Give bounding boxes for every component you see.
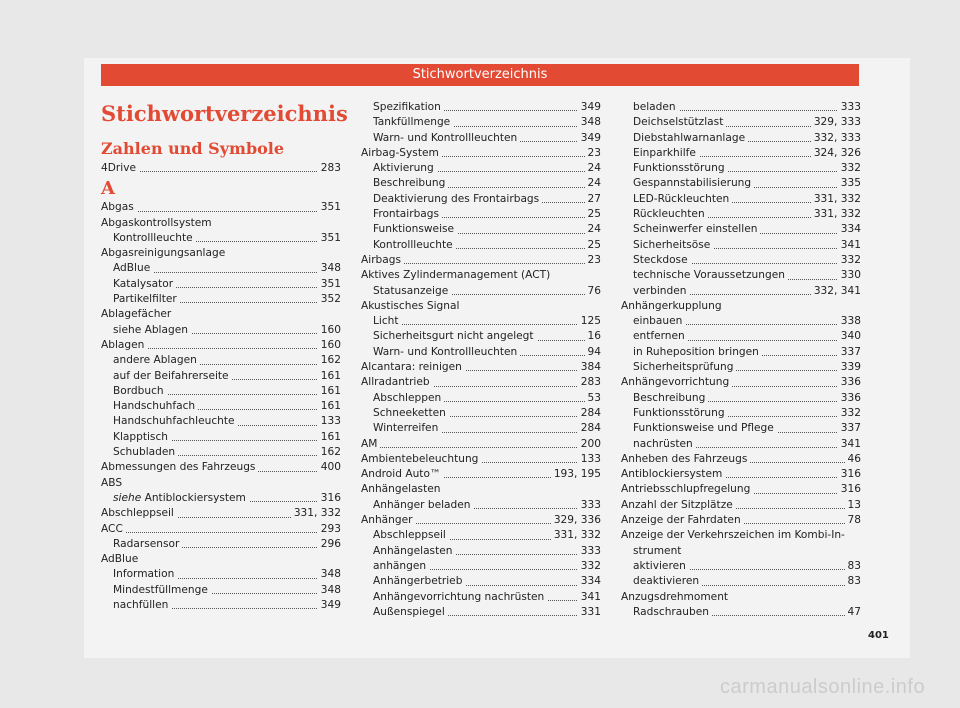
index-entry-label: anhängen	[373, 560, 429, 572]
index-entry-label: Rückleuchten	[633, 208, 708, 220]
index-entry	[361, 452, 601, 467]
index-entry	[101, 506, 341, 521]
index-entry-label: Anhängevorrichtung	[621, 376, 732, 388]
index-entry	[361, 467, 601, 482]
index-entry-label: Gespannstabilisierung	[633, 177, 754, 189]
index-entry-page: 348	[578, 115, 601, 130]
index-entry-page: 133	[578, 452, 601, 467]
index-entry-page: 46	[845, 452, 861, 467]
index-entry-label: Anzeige der Verkehrszeichen im Kombi-In-	[621, 529, 848, 541]
index-entry	[621, 498, 861, 513]
index-entry	[101, 161, 341, 176]
index-entry-page: 283	[578, 375, 601, 390]
index-entry-page: 23	[585, 253, 601, 268]
index-heading	[101, 476, 341, 491]
index-entry	[101, 430, 341, 445]
index-entry-page: 161	[318, 399, 341, 414]
index-entry-label: nachfüllen	[113, 599, 171, 611]
index-entry-label: Anhängelasten	[373, 545, 455, 557]
index-entry-page: 161	[318, 369, 341, 384]
index-entry	[101, 200, 341, 215]
index-entry-label: Airbags	[361, 254, 404, 266]
index-entry-page: 24	[585, 176, 601, 191]
index-entry	[361, 498, 601, 513]
index-entry-label: Scheinwerfer einstellen	[633, 223, 760, 235]
index-entry-page: 133	[318, 414, 341, 429]
index-heading	[361, 299, 601, 314]
index-entry	[621, 146, 861, 161]
index-entry	[101, 369, 341, 384]
index-entry-page: 341	[838, 437, 861, 452]
index-entry-page: 333	[578, 498, 601, 513]
index-entry-page: 25	[585, 238, 601, 253]
index-entry-page: 24	[585, 222, 601, 237]
index-entry	[361, 345, 601, 360]
index-entry-page: 329, 336	[551, 513, 601, 528]
index-entry-label: Airbag-System	[361, 147, 442, 159]
index-entry-label: Antiblockiersystem	[621, 468, 725, 480]
index-entry	[361, 528, 601, 543]
index-heading	[621, 590, 861, 605]
index-entry-label: Radarsensor	[113, 538, 182, 550]
index-entry-label: Partikelfilter	[113, 293, 180, 305]
index-entry-page: 16	[585, 329, 601, 344]
index-entry-page: 334	[578, 574, 601, 589]
index-entry-label: Deaktivierung des Frontairbags	[373, 193, 542, 205]
index-entry	[621, 345, 861, 360]
index-entry-label: Licht	[373, 315, 402, 327]
index-entry-label: Einparkhilfe	[633, 147, 699, 159]
index-entry	[361, 161, 601, 176]
index-entry-label: Ablagen	[101, 339, 147, 351]
index-entry	[101, 460, 341, 475]
index-entry-label: Android Auto™	[361, 468, 444, 480]
index-entry-page: 349	[578, 131, 601, 146]
index-heading	[621, 299, 861, 314]
index-entry-page: 316	[318, 491, 341, 506]
index-entry-label: Abgaskontrollsystem	[101, 217, 215, 229]
index-entry-page: 125	[578, 314, 601, 329]
index-entry-label: Abgas	[101, 201, 137, 213]
index-entry	[101, 583, 341, 598]
index-entry	[621, 253, 861, 268]
index-entry-label: in Ruheposition bringen	[633, 346, 762, 358]
index-column-1	[101, 161, 341, 613]
index-entry-label: Mindestfüllmenge	[113, 584, 211, 596]
index-entry-page: 332	[578, 559, 601, 574]
index-entry-label: aktivieren	[633, 560, 689, 572]
index-entry-label: siehe Antiblockiersystem	[113, 492, 249, 504]
index-entry	[361, 284, 601, 299]
index-entry-label: Anheben des Fahrzeugs	[621, 453, 750, 465]
index-entry-page: 348	[318, 583, 341, 598]
index-entry	[361, 115, 601, 130]
index-entry-page: 336	[838, 375, 861, 390]
index-entry	[361, 559, 601, 574]
index-entry	[361, 207, 601, 222]
index-entry-page: 334	[838, 222, 861, 237]
index-entry-page: 335	[838, 176, 861, 191]
index-entry-label: Radschrauben	[633, 606, 712, 618]
index-entry-label: Schneeketten	[373, 407, 449, 419]
index-entry	[101, 491, 341, 506]
index-entry-label: Kontrollleuchte	[373, 239, 456, 251]
index-entry	[621, 131, 861, 146]
index-entry	[361, 131, 601, 146]
index-heading	[101, 216, 341, 231]
index-entry-label: Bordbuch	[113, 385, 167, 397]
index-entry-page: 193, 195	[551, 467, 601, 482]
index-entry-label: Akustisches Signal	[361, 300, 462, 312]
index-entry-label: nachrüsten	[633, 438, 696, 450]
index-entry-page: 331, 332	[811, 207, 861, 222]
index-entry-page: 161	[318, 430, 341, 445]
index-entry-label: Anhängelasten	[361, 483, 443, 495]
index-entry	[101, 567, 341, 582]
index-entry	[621, 605, 861, 620]
index-entry-label: Handschuhfachleuchte	[113, 415, 238, 427]
index-entry	[361, 391, 601, 406]
index-entry-page: 94	[585, 345, 601, 360]
dot-leader	[373, 324, 601, 325]
index-heading	[361, 482, 601, 497]
index-entry-page: 13	[845, 498, 861, 513]
index-entry-label: Katalysator	[113, 278, 176, 290]
index-entry-page: 351	[318, 231, 341, 246]
index-entry	[101, 353, 341, 368]
index-entry-label: Anhängerkupplung	[621, 300, 725, 312]
index-entry-label: Alcantara: reinigen	[361, 361, 465, 373]
index-entry-page: 78	[845, 513, 861, 528]
index-entry-page: 351	[318, 277, 341, 292]
index-entry-page: 284	[578, 421, 601, 436]
index-entry-page: 324, 326	[811, 146, 861, 161]
index-entry	[621, 192, 861, 207]
page-title: Stichwortverzeichnis	[101, 101, 348, 126]
index-entry-label: Abschleppseil	[101, 507, 177, 519]
index-entry-label: Aktives Zylindermanagement (ACT)	[361, 269, 553, 281]
index-entry-label: Kontrollleuchte	[113, 232, 196, 244]
index-entry-label: ACC	[101, 523, 126, 535]
dot-leader	[361, 447, 601, 448]
index-entry	[621, 238, 861, 253]
index-entry	[621, 574, 861, 589]
index-entry	[621, 314, 861, 329]
index-entry-label: Antriebsschlupfregelung	[621, 483, 753, 495]
index-column-3	[621, 100, 861, 620]
index-entry-label: Funktionsweise und Pflege	[633, 422, 777, 434]
index-entry	[361, 437, 601, 452]
index-entry	[361, 605, 601, 620]
index-entry	[361, 406, 601, 421]
index-entry-label: Warn- und Kontrollleuchten	[373, 132, 520, 144]
index-entry	[361, 253, 601, 268]
index-entry-label: Handschuhfach	[113, 400, 198, 412]
index-entry-label: entfernen	[633, 330, 688, 342]
index-entry-page: 23	[585, 146, 601, 161]
index-entry-page: 341	[578, 590, 601, 605]
index-entry-label: deaktivieren	[633, 575, 702, 587]
index-entry-page: 296	[318, 537, 341, 552]
watermark: carmanualsonline.info	[720, 676, 926, 698]
index-entry-label: Anzugsdrehmoment	[621, 591, 731, 603]
index-entry	[361, 513, 601, 528]
index-entry-label: AdBlue	[113, 262, 153, 274]
index-entry-page: 332, 333	[811, 131, 861, 146]
index-entry	[101, 522, 341, 537]
index-entry-label: Beschreibung	[633, 392, 708, 404]
index-entry-label: Funktionsstörung	[633, 162, 728, 174]
index-entry	[361, 238, 601, 253]
index-entry-label: Funktionsstörung	[633, 407, 728, 419]
index-entry-page: 336	[838, 391, 861, 406]
index-entry	[621, 268, 861, 283]
index-entry-page: 332	[838, 406, 861, 421]
index-entry-page: 337	[838, 345, 861, 360]
index-entry	[361, 329, 601, 344]
index-letter-heading: A	[101, 178, 115, 200]
index-entry-label: Anzahl der Sitzplätze	[621, 499, 736, 511]
index-entry-label: Sicherheitsöse	[633, 239, 713, 251]
index-entry	[101, 323, 341, 338]
index-entry-label: andere Ablagen	[113, 354, 200, 366]
index-entry-label: Aktivierung	[373, 162, 437, 174]
page-number: 401	[868, 630, 889, 641]
index-entry	[621, 559, 861, 574]
index-entry-page: 283	[318, 161, 341, 176]
index-entry	[361, 192, 601, 207]
index-entry-page: 338	[838, 314, 861, 329]
index-entry-label: 4Drive	[101, 162, 139, 174]
index-entry-page: 332	[838, 161, 861, 176]
index-entry-page: 316	[838, 467, 861, 482]
section-subtitle: Zahlen und Symbole	[101, 139, 285, 158]
index-entry	[101, 261, 341, 276]
index-entry-page: 200	[578, 437, 601, 452]
index-heading	[101, 552, 341, 567]
index-entry	[361, 574, 601, 589]
index-entry	[621, 482, 861, 497]
index-entry-label: Ambientebeleuchtung	[361, 453, 481, 465]
index-entry-label: Sicherheitsprüfung	[633, 361, 736, 373]
index-entry-page: 47	[845, 605, 861, 620]
index-entry-label: LED-Rückleuchten	[633, 193, 732, 205]
section-header-bar: Stichwortverzeichnis	[101, 64, 859, 86]
index-entry-label: Tankfüllmenge	[373, 116, 453, 128]
index-entry-label: Außenspiegel	[373, 606, 448, 618]
index-entry-page: 333	[578, 544, 601, 559]
index-entry	[621, 360, 861, 375]
index-entry-page: 24	[585, 161, 601, 176]
index-entry-page: 162	[318, 353, 341, 368]
index-entry-page: 160	[318, 323, 341, 338]
index-entry-page: 400	[318, 460, 341, 475]
index-entry-page: 348	[318, 261, 341, 276]
index-entry	[621, 406, 861, 421]
index-heading	[621, 528, 861, 543]
index-entry-page: 83	[845, 559, 861, 574]
index-entry-page: 349	[318, 598, 341, 613]
index-entry-page: 331	[578, 605, 601, 620]
index-entry-label: Abmessungen des Fahrzeugs	[101, 461, 258, 473]
index-entry-label: Steckdose	[633, 254, 691, 266]
index-entry	[361, 590, 601, 605]
index-entry	[101, 231, 341, 246]
index-entry	[101, 277, 341, 292]
index-entry-label: Anhänger	[361, 514, 415, 526]
index-entry-label: Anzeige der Fahrdaten	[621, 514, 744, 526]
index-entry	[361, 176, 601, 191]
index-entry	[621, 207, 861, 222]
index-entry-page: 162	[318, 445, 341, 460]
index-entry-label: auf der Beifahrerseite	[113, 370, 232, 382]
index-entry-page: 293	[318, 522, 341, 537]
index-entry-page: 337	[838, 421, 861, 436]
index-entry	[101, 598, 341, 613]
index-heading	[101, 246, 341, 261]
index-entry-label: Anhänger beladen	[373, 499, 473, 511]
index-entry	[621, 161, 861, 176]
index-entry-page: 284	[578, 406, 601, 421]
index-entry-page: 333	[838, 100, 861, 115]
index-entry	[101, 445, 341, 460]
index-column-2	[361, 100, 601, 620]
index-heading	[361, 268, 601, 283]
index-entry-label: Deichselstützlast	[633, 116, 726, 128]
index-entry	[361, 146, 601, 161]
index-entry-label: Spezifikation	[373, 101, 444, 113]
index-entry	[621, 513, 861, 528]
index-entry-label: strument	[633, 545, 684, 557]
index-entry	[361, 222, 601, 237]
index-entry-page: 331, 332	[291, 506, 341, 521]
index-entry-label: AM	[361, 438, 380, 450]
index-entry	[361, 100, 601, 115]
index-entry	[621, 100, 861, 115]
index-entry-page: 332	[838, 253, 861, 268]
index-entry-page: 348	[318, 567, 341, 582]
index-entry-label: Funktionsweise	[373, 223, 457, 235]
index-entry	[101, 414, 341, 429]
index-entry-page: 340	[838, 329, 861, 344]
index-entry	[621, 329, 861, 344]
index-entry-label: technische Voraussetzungen	[633, 269, 788, 281]
index-entry-page: 331, 332	[551, 528, 601, 543]
index-entry	[621, 421, 861, 436]
index-entry-label: Warn- und Kontrollleuchten	[373, 346, 520, 358]
index-entry-label: Frontairbags	[373, 208, 442, 220]
index-entry-page: 53	[585, 391, 601, 406]
index-entry-label: verbinden	[633, 285, 689, 297]
index-entry-page: 27	[585, 192, 601, 207]
index-entry-label: ABS	[101, 477, 125, 489]
index-entry	[621, 284, 861, 299]
index-entry	[101, 384, 341, 399]
index-entry-label: Schubladen	[113, 446, 178, 458]
index-entry-label: Statusanzeige	[373, 285, 451, 297]
index-entry	[101, 537, 341, 552]
index-entry-page: 161	[318, 384, 341, 399]
index-entry-page: 76	[585, 284, 601, 299]
index-heading	[621, 544, 861, 559]
index-entry-page: 329, 333	[811, 115, 861, 130]
index-entry-page: 351	[318, 200, 341, 215]
index-entry	[621, 391, 861, 406]
index-entry	[621, 437, 861, 452]
index-entry	[361, 375, 601, 390]
index-entry-label: Abschleppen	[373, 392, 444, 404]
index-entry-label: Ablagefächer	[101, 308, 174, 320]
index-entry-label: Abgasreinigungsanlage	[101, 247, 228, 259]
index-entry	[361, 314, 601, 329]
index-entry-page: 332, 341	[811, 284, 861, 299]
index-entry-label: einbauen	[633, 315, 685, 327]
index-entry-page: 330	[838, 268, 861, 283]
index-entry	[361, 421, 601, 436]
index-entry	[621, 115, 861, 130]
index-entry	[361, 360, 601, 375]
index-entry	[361, 544, 601, 559]
index-entry-page: 83	[845, 574, 861, 589]
index-entry-label: Anhängerbetrieb	[373, 575, 465, 587]
index-entry	[101, 399, 341, 414]
index-entry-label: beladen	[633, 101, 679, 113]
index-entry	[621, 222, 861, 237]
index-entry-label: Abschleppseil	[373, 529, 449, 541]
dot-leader	[101, 211, 341, 212]
index-entry-label: Information	[113, 568, 177, 580]
index-entry-label: Anhängevorrichtung nachrüsten	[373, 591, 547, 603]
index-entry-page: 339	[838, 360, 861, 375]
index-entry-page: 352	[318, 292, 341, 307]
index-entry-label: Beschreibung	[373, 177, 448, 189]
index-entry	[101, 292, 341, 307]
index-entry-page: 349	[578, 100, 601, 115]
index-entry-label: Allradantrieb	[361, 376, 433, 388]
index-entry-page: 341	[838, 238, 861, 253]
index-entry-page: 331, 332	[811, 192, 861, 207]
index-entry-page: 160	[318, 338, 341, 353]
index-entry-label: Klapptisch	[113, 431, 171, 443]
index-entry-page: 384	[578, 360, 601, 375]
index-entry-label: AdBlue	[101, 553, 141, 565]
index-entry	[621, 467, 861, 482]
dot-leader	[101, 532, 341, 533]
index-entry-label: Winterreifen	[373, 422, 441, 434]
index-entry	[621, 452, 861, 467]
index-entry	[621, 176, 861, 191]
index-entry	[101, 338, 341, 353]
index-entry-label: Sicherheitsgurt nicht angelegt	[373, 330, 537, 342]
index-heading	[101, 307, 341, 322]
index-entry-label: siehe Ablagen	[113, 324, 191, 336]
index-entry-label: Diebstahlwarnanlage	[633, 132, 748, 144]
index-entry-page: 25	[585, 207, 601, 222]
index-entry-page: 316	[838, 482, 861, 497]
index-entry	[621, 375, 861, 390]
